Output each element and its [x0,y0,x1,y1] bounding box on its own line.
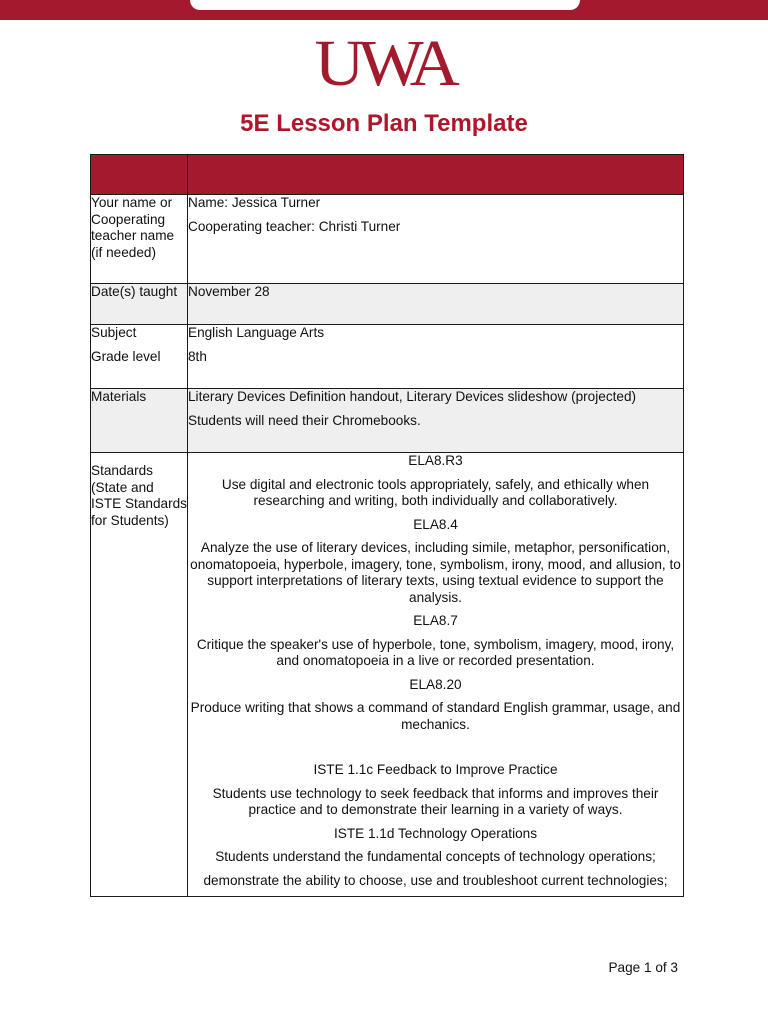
grade-level-label: Grade level [91,349,161,364]
label-materials: Materials [91,389,188,453]
label-standards: Standards (State and ISTE Standards for Students) [91,453,188,897]
grade-level-value: 8th [188,349,207,364]
subject-label: Subject [91,325,137,340]
row-name [91,195,684,284]
standard-code: ELA8.4 [413,516,458,532]
standard-text: Analyze the use of literary devices, including simile, metaphor, personification, onomatopoeia, hyperbole, imagery, tone, symbolism, irony, mood, and allusion, to support interpretations of literary texts, using textual evidence to support the analysis. [190,540,681,605]
label-name: Your name or Cooperating teacher name (if needed) [91,195,188,284]
value-date [188,284,684,325]
label-date: Date(s) taught [91,284,188,325]
value-materials [188,389,684,453]
row-materials [91,389,684,453]
standard-text: Use digital and electronic tools appropriately, safely, and ethically when researching and writing, both individually and collaboratively. [221,476,650,508]
materials-line: Students will need their Chromebooks. [188,413,421,428]
table-header-row [91,155,684,195]
value-standards [188,453,684,897]
value-name [188,195,684,284]
standard-code: ELA8.20 [409,676,462,692]
label-subject [91,325,188,389]
row-standards [91,453,684,897]
header-tab-cutout [190,0,580,10]
iste-text: Students understand the fundamental concepts of technology operations; [215,849,656,864]
standard-code: ELA8.7 [413,613,458,628]
lesson-plan-table [90,154,684,897]
subject-value: English Language Arts [188,325,325,340]
header-cell-left [91,155,188,195]
teacher-name: Name: Jessica Turner [188,195,321,210]
row-date [91,284,684,325]
value-subject [188,325,684,389]
iste-text: Students use technology to seek feedback that informs and improves their practice and to demonstrate their learning in a variety of ways. [212,785,659,817]
row-subject [91,325,684,389]
iste-code: ISTE 1.1c Feedback to Improve Practice [313,762,558,777]
iste-code: ISTE 1.1d Technology Operations [333,825,538,841]
standard-text: Produce writing that shows a command of standard English grammar, usage, and mechanics. [190,700,681,732]
standard-code: ELA8.R3 [408,453,463,468]
spacer [188,740,683,762]
materials-line: Literary Devices Definition handout, Literary Devices slideshow (projected) [188,389,637,404]
date-taught: November 28 [188,284,270,299]
cooperating-teacher: Cooperating teacher: Christi Turner [188,219,401,234]
page-title: 5E Lesson Plan Template [240,110,528,137]
header-cell-right [188,155,684,195]
uwa-logo: UWA [314,27,454,100]
page-number: Page 1 of 3 [608,960,678,975]
standard-text: Critique the speaker's use of hyperbole, tone, symbolism, imagery, mood, irony, and onomatopoeia in a live or recorded presentation. [196,636,675,668]
iste-text: demonstrate the ability to choose, use and troubleshoot current technologies; [203,872,668,888]
